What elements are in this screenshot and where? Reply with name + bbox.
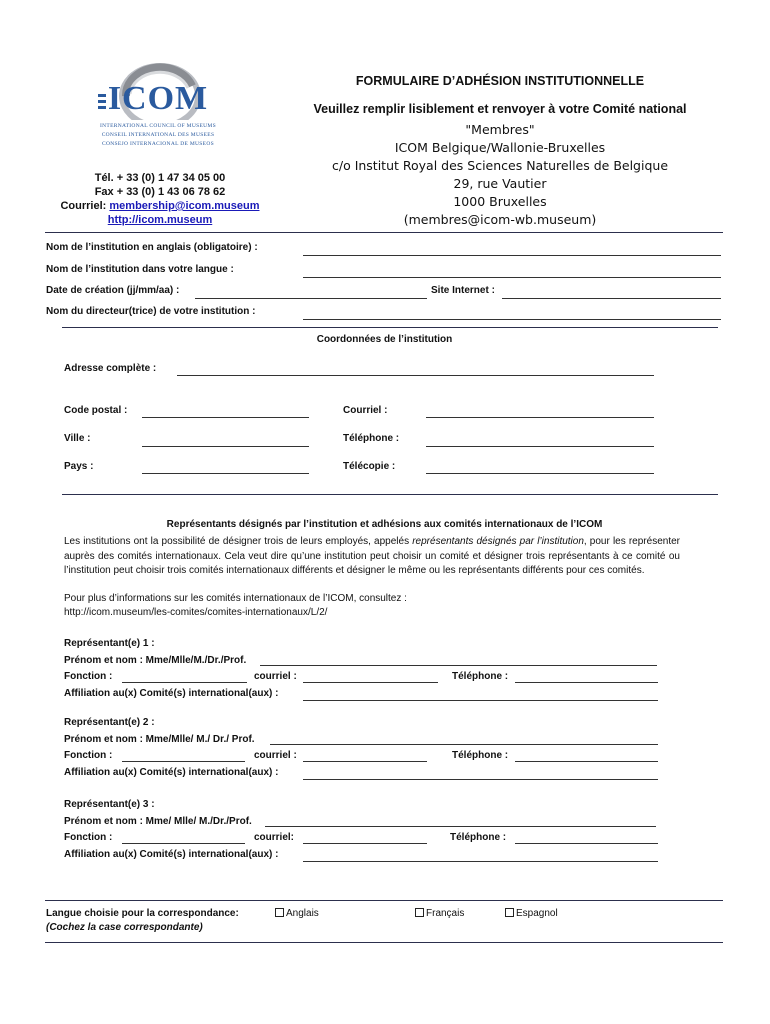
contact-fax: Fax + 33 (0) 1 43 06 78 62: [94, 186, 226, 198]
logo-line-3: CONSEJO INTERNACIONAL DE MUSEOS: [102, 141, 214, 147]
option-french-label: Français: [426, 908, 465, 919]
field-full-address[interactable]: [177, 375, 654, 376]
option-english-label: Anglais: [286, 908, 319, 919]
language-hint: (Cochez la case correspondante): [46, 922, 203, 933]
address-line-5: 1000 Bruxelles: [453, 194, 547, 209]
rep2-function-label: Fonction :: [64, 750, 113, 761]
language-label: Langue choisie pour la correspondance:: [46, 908, 239, 919]
language-option-french[interactable]: [415, 908, 464, 920]
rep3-email-field[interactable]: [303, 843, 427, 844]
address-line-6: (membres@icom-wb.museum): [403, 212, 597, 227]
address-line-2: ICOM Belgique/Wallonie-Bruxelles: [394, 140, 606, 155]
field-director[interactable]: [303, 319, 721, 320]
rep2-email-label: courriel :: [254, 750, 297, 761]
label-website: Site Internet :: [431, 285, 495, 296]
field-phone[interactable]: [426, 446, 654, 447]
rep3-affiliation-label: Affiliation au(x) Comité(s) international(aux) :: [64, 849, 279, 860]
icom-logo: [96, 60, 220, 160]
rep3-affiliation-field[interactable]: [303, 861, 658, 862]
contact-block: [40, 171, 280, 227]
language-option-english[interactable]: [275, 908, 319, 920]
rep1-function-label: Fonction :: [64, 671, 113, 682]
label-full-address: Adresse complète :: [64, 363, 157, 374]
rep1-name-field[interactable]: [260, 665, 657, 666]
representatives-info-url: http://icom.museum/les-comites/comites-internationaux/L/2/: [64, 607, 328, 618]
rep1-affiliation-label: Affiliation au(x) Comité(s) international(aux) :: [64, 688, 279, 699]
contact-email-link[interactable]: membership@icom.museum: [109, 200, 260, 212]
checkbox-spanish[interactable]: [505, 908, 514, 917]
field-creation-date[interactable]: [195, 298, 427, 299]
rep3-title: Représentant(e) 3 :: [64, 799, 155, 810]
rep3-name-field[interactable]: [265, 826, 656, 827]
representatives-heading: Représentants désignés par l’institution et adhésions aux comités internationaux de l’ICOM: [166, 519, 603, 530]
rep1-phone-field[interactable]: [515, 682, 658, 683]
rep2-function-field[interactable]: [122, 761, 245, 762]
rep3-phone-field[interactable]: [515, 843, 658, 844]
address-line-3: c/o Institut Royal des Sciences Naturelles de Belgique: [331, 158, 669, 173]
form-subtitle: Veuillez remplir lisiblement et renvoyer à votre Comité national: [313, 102, 687, 116]
rep2-title: Représentant(e) 2 :: [64, 717, 155, 728]
rep1-title: Représentant(e) 1 :: [64, 638, 155, 649]
label-fax: Télécopie :: [343, 461, 396, 472]
checkbox-french[interactable]: [415, 908, 424, 917]
form-title: FORMULAIRE D’ADHÉSION INSTITUTIONNELLE: [355, 74, 645, 88]
coordinates-divider-top: [62, 327, 718, 328]
rep1-email-label: courriel :: [254, 671, 297, 682]
rep1-function-field[interactable]: [122, 682, 247, 683]
contact-email-row: [40, 199, 280, 213]
national-committee-address: [300, 121, 700, 229]
coordinates-divider-bottom: [62, 494, 718, 495]
representatives-intro: [64, 535, 680, 579]
logo-line-2: CONSEIL INTERNATIONAL DES MUSEES: [101, 132, 215, 138]
field-website[interactable]: [502, 298, 721, 299]
rep3-function-label: Fonction :: [64, 832, 113, 843]
field-name-local[interactable]: [303, 277, 721, 278]
rep2-name-label: Prénom et nom : Mme/Mlle/ M./ Dr./ Prof.: [64, 734, 255, 745]
rep2-phone-label: Téléphone :: [452, 750, 509, 761]
coordinates-heading: Coordonnées de l’institution: [316, 334, 453, 345]
header-divider: [45, 232, 723, 233]
label-email: Courriel :: [343, 405, 388, 416]
label-name-local: Nom de l’institution dans votre langue :: [46, 264, 234, 275]
contact-tel: Tél. + 33 (0) 1 47 34 05 00: [94, 172, 226, 184]
representatives-info: Pour plus d’informations sur les comités internationaux de l’ICOM, consultez :: [64, 593, 407, 604]
label-postal-code: Code postal :: [64, 405, 128, 416]
rep2-phone-field[interactable]: [515, 761, 658, 762]
rep1-phone-label: Téléphone :: [452, 671, 509, 682]
rep1-name-label: Prénom et nom : Mme/Mlle/M./Dr./Prof.: [64, 655, 247, 666]
rep2-affiliation-label: Affiliation au(x) Comité(s) international(aux) :: [64, 767, 279, 778]
intro-text-emphasis: représentants désignés par l’institution: [412, 536, 584, 547]
logo-text: ICOM: [107, 80, 209, 117]
label-phone: Téléphone :: [343, 433, 400, 444]
rep3-phone-label: Téléphone :: [450, 832, 507, 843]
rep2-email-field[interactable]: [303, 761, 427, 762]
rep3-function-field[interactable]: [122, 843, 245, 844]
intro-text-1: Les institutions ont la possibilité de désigner trois de leurs employés, appelés: [64, 536, 413, 547]
rep1-email-field[interactable]: [303, 682, 438, 683]
field-city[interactable]: [142, 446, 309, 447]
language-option-spanish[interactable]: [505, 908, 558, 920]
label-creation-date: Date de création (jj/mm/aa) :: [46, 285, 180, 296]
address-line-4: 29, rue Vautier: [453, 176, 547, 191]
field-name-en[interactable]: [303, 255, 721, 256]
language-divider-bottom: [45, 942, 723, 943]
field-fax[interactable]: [426, 473, 654, 474]
language-divider-top: [45, 900, 723, 901]
contact-website-link[interactable]: http://icom.museum: [107, 214, 213, 226]
address-line-1: "Membres": [465, 122, 535, 137]
field-postal-code[interactable]: [142, 417, 309, 418]
checkbox-english[interactable]: [275, 908, 284, 917]
option-spanish-label: Espagnol: [516, 908, 558, 919]
field-email[interactable]: [426, 417, 654, 418]
rep3-email-label: courriel:: [254, 832, 295, 843]
label-country: Pays :: [64, 461, 94, 472]
rep3-name-label: Prénom et nom : Mme/ Mlle/ M./Dr./Prof.: [64, 816, 252, 827]
rep2-affiliation-field[interactable]: [303, 779, 658, 780]
label-director: Nom du directeur(trice) de votre institution :: [46, 306, 256, 317]
label-name-en: Nom de l’institution en anglais (obligatoire) :: [46, 242, 258, 253]
field-country[interactable]: [142, 473, 309, 474]
intro-text-2: , pour les représenter auprès des comités internationaux. Cela veut dire qu’une institution peut choisir un comité et désigner trois représentants à ce comité ou l’institution peut choisir trois comités internationaux différents et désigner le même ou les représentants différents pour ces comités.: [64, 536, 680, 576]
rep2-name-field[interactable]: [270, 744, 658, 745]
logo-line-1: INTERNATIONAL COUNCIL OF MUSEUMS: [100, 123, 216, 129]
label-city: Ville :: [64, 433, 91, 444]
contact-email-label: Courriel:: [60, 200, 107, 212]
rep1-affiliation-field[interactable]: [303, 700, 658, 701]
